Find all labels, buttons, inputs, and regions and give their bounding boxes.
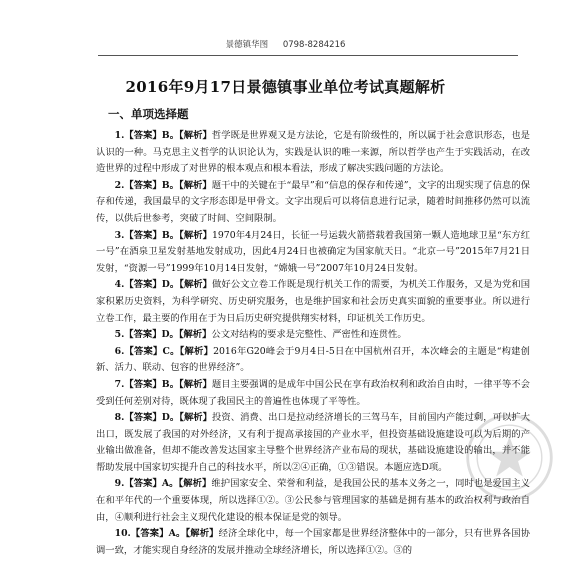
answer-explanation: 哲学既是世界观又是方法论，它是有阶级性的，所以属于社会意识形态，也是认识的一种。马克思主义哲学的认识论认为，实践是认识的唯一来源，所以哲学也产生于实践活动，在改造世界的过程中形成了对世界的根本观点和根本看法，形成了解决实践问题的方法论。 — [96, 130, 530, 175]
answer-key: 2.【答案】B。【解析】 — [114, 179, 212, 191]
answer-key: 8.【答案】D。【解析】 — [114, 412, 213, 424]
answer-explanation: 公文对结构的要求是完整性、严密性和连贯性。 — [211, 329, 407, 341]
answer-explanation: 经济全球化中，每一个国家都是世界经济整体中的一部分，只有世界各国协调一致，才能实现自身经济的发展并推动全球经济增长，所以选择①②。③的 — [96, 528, 530, 556]
answer-key: 1.【答案】B。【解析】 — [114, 130, 212, 141]
answer-explanation: 维护国家安全、荣誉和利益，是我国公民的基本义务之一，同时也是爱国主义在和平年代的一个重要体现，所以选择①②。③公民参与管理国家的基础是拥有基本的政治权利与政治自由，④顺利进行社会主义现代化建设的根本保证是党的领导。 — [96, 478, 530, 523]
answer-list — [96, 128, 530, 559]
answer-explanation: 题干中的关键在于“最早”和“信息的保存和传递”，文字的出现实现了信息的保存和传递，我国最早的文字形态即是甲骨文。文字出现后可以将信息进行记录，随着时间推移仍然可以流传，以供后世参考，突破了时间、空间限制。 — [96, 179, 530, 224]
answer-item — [96, 476, 530, 526]
answer-explanation: 题目主要强调的是成年中国公民在享有政治权利和政治自由时，一律平等不会受到任何差别对待，既体现了我国民主的普遍性也体现了平等性。 — [96, 378, 530, 407]
answer-key: 10.【答案】A。【解析】 — [114, 528, 219, 540]
section-heading: 一、单项选择题 — [108, 107, 189, 121]
answer-item — [96, 228, 530, 278]
answer-key: 3.【答案】B。【解析】 — [114, 229, 212, 241]
answer-explanation: 1970年4月24日，长征一号运载火箭搭载着我国第一颗人造地球卫星“东方红一号”在酒泉卫星发射基地发射成功，因此4月24日也被确定为国家航天日。“北京一号”2015年7月21日发射，“资源一号”1999年10月14日发射，“嫦娥一号”2007年10月24日发射。 — [96, 229, 530, 274]
answer-item — [96, 410, 530, 476]
answer-item — [96, 344, 530, 377]
document-title: 2016年9月17日景德镇事业单位考试真题解析 — [125, 78, 446, 96]
answer-explanation: 做好公文立卷工作既是现行机关工作的需要，为机关工作服务，又是为党和国家积累历史资料，为科学研究、历史研究服务，也是维护国家和社会历史真实面貌的重要事业。所以进行立卷工作，最主要的作用在于为日后历史研究提供翔实材料，印证机关工作历史。 — [96, 279, 530, 324]
answer-item — [96, 327, 530, 344]
answer-item — [96, 526, 530, 559]
answer-item — [96, 128, 530, 178]
answer-key: 6.【答案】C。【解析】 — [114, 345, 214, 357]
answer-explanation: 2016年G20峰会于9月4日-5日在中国杭州召开，本次峰会的主题是“构建创新、活力、联动、包容的世界经济”。 — [96, 345, 530, 374]
answer-key: 7.【答案】B。【解析】 — [114, 378, 212, 390]
answer-item — [96, 178, 530, 228]
header-rule — [98, 55, 518, 56]
answer-item — [96, 277, 530, 327]
answer-key: 9.【答案】A。【解析】 — [114, 478, 212, 490]
header-phone: 0798-8284216 — [282, 40, 346, 50]
answer-key: 5.【答案】D。【解析】 — [114, 329, 212, 341]
header-org: 景德镇华图 — [225, 40, 269, 50]
answer-explanation: 投资、消费、出口是拉动经济增长的三驾马车，目前国内产能过剩，可以扩大出口，既发展了我国的对外经济，又有利于提高承接国的产业水平，但投资基础设施建设可以为后期的产业输出做准备，但却不能改善发达国家主导整个世界经济产业布局的现状，基础设施建设的输出，并不能帮助发展中国家切实提升自己的科技水平，所以②④正确，①③错误。本题应选D项。 — [96, 412, 530, 473]
answer-item — [96, 377, 530, 410]
page-header — [0, 38, 571, 54]
answer-key: 4.【答案】D。【解析】 — [114, 279, 213, 291]
